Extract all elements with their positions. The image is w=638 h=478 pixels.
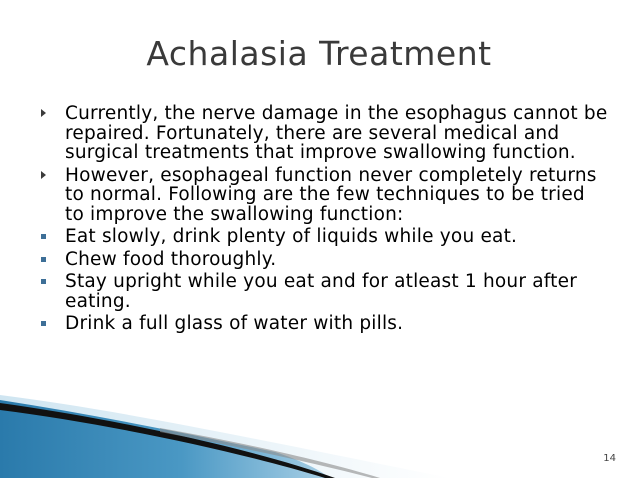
square-bullet-icon — [38, 227, 52, 246]
bullet-item — [38, 250, 608, 270]
bullet-item — [38, 227, 608, 247]
square-bullet-icon — [38, 314, 52, 333]
bullet-text: However, esophageal function never completely returns to normal. Following are the few techniques to be tried to improve the swallowing function: — [65, 164, 597, 225]
bullet-item — [38, 104, 608, 163]
bullet-item — [38, 166, 608, 225]
triangle-arrow-icon — [38, 104, 52, 123]
square-bullet-icon — [38, 250, 52, 269]
wave-blue-band — [0, 400, 330, 478]
triangle-arrow-icon — [38, 166, 52, 185]
bullet-text: Stay upright while you eat and for atleast 1 hour after eating. — [65, 271, 577, 312]
bullet-list — [38, 104, 608, 337]
bullet-text: Drink a full glass of water with pills. — [65, 313, 404, 334]
bullet-text: Chew food thoroughly. — [65, 248, 277, 270]
wave-black-stroke — [0, 403, 335, 478]
wave-gray-stroke — [160, 428, 380, 478]
bullet-text: Currently, the nerve damage in the esophagus cannot be repaired. Fortunately, there are several medical and surgical treatments that improve swallowing function. — [65, 103, 608, 163]
bullet-item — [38, 272, 608, 311]
page-number: 14 — [603, 453, 616, 464]
bullet-text: Eat slowly, drink plenty of liquids while you eat. — [65, 226, 518, 247]
slide-title: Achalasia Treatment — [146, 34, 492, 73]
wave-light-band — [0, 395, 450, 478]
square-bullet-icon — [38, 272, 52, 291]
bullet-item — [38, 314, 608, 334]
